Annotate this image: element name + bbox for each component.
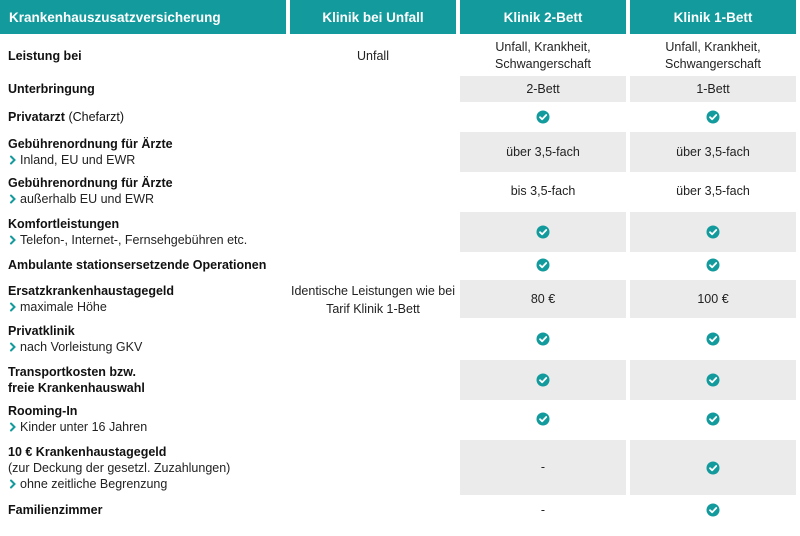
row-subpoint-text: Inland, EU und EWR <box>20 153 136 167</box>
check-circle-icon <box>536 225 550 239</box>
check-circle-icon <box>706 373 720 387</box>
row-subpoint <box>8 476 286 492</box>
header-col-1bett: Klinik 1-Bett <box>630 0 796 34</box>
row-title <box>8 364 286 380</box>
cell-2bett <box>460 440 626 495</box>
row-title-text: Privatklinik <box>8 324 75 338</box>
table-row <box>0 172 800 210</box>
chevron-right-icon <box>8 302 18 312</box>
row-title <box>8 257 286 273</box>
cell-1bett <box>630 360 796 400</box>
table-row <box>0 320 800 358</box>
header-col-2bett: Klinik 2-Bett <box>460 0 626 34</box>
check-circle-icon <box>536 332 550 346</box>
table-row <box>0 104 800 130</box>
row-title-line2: freie Krankenhauswahl <box>8 381 145 395</box>
row-title-text: Ambulante stationsersetzende Operationen <box>8 258 267 272</box>
check-circle-icon <box>536 258 550 272</box>
header-col-insurance: Krankenhauszusatzversicherung <box>0 0 286 34</box>
row-title <box>8 48 286 64</box>
cell-value: Unfall, Krankheit, Schwangerschaft <box>495 40 591 71</box>
check-circle-icon <box>706 110 720 124</box>
cell-1bett <box>630 440 796 495</box>
row-title-text: Leistung bei <box>8 49 82 63</box>
row-subpoint <box>8 191 286 207</box>
chevron-right-icon <box>8 342 18 352</box>
cell-value: - <box>540 502 546 517</box>
row-subpoint <box>8 299 286 315</box>
cell-2bett <box>460 212 626 252</box>
row-subpoint-text: Kinder unter 16 Jahren <box>20 420 148 434</box>
row-label <box>0 76 286 102</box>
cell-1bett <box>630 76 796 102</box>
row-title <box>8 403 286 419</box>
check-circle-icon <box>706 258 720 272</box>
row-title-text: Gebührenordnung für Ärzte <box>8 137 173 151</box>
table-row <box>0 440 800 495</box>
row-subpoint <box>8 419 286 435</box>
row-subpoint-text: ohne zeitliche Begrenzung <box>20 476 168 491</box>
chevron-right-icon <box>8 235 18 245</box>
row-title <box>8 283 286 299</box>
cell-value: über 3,5-fach <box>676 183 750 198</box>
table-row <box>0 400 800 438</box>
row-title <box>8 136 286 152</box>
table-row <box>0 280 800 318</box>
cell-1bett <box>630 38 796 74</box>
cell-value: Unfall, Krankheit, Schwangerschaft <box>665 40 761 71</box>
row-label <box>0 280 286 318</box>
check-circle-icon <box>706 225 720 239</box>
cell-1bett <box>630 212 796 252</box>
row-title <box>8 502 286 518</box>
row-subpoint-text: außerhalb EU und EWR <box>20 192 155 206</box>
table-row <box>0 252 800 278</box>
row-title <box>8 109 286 125</box>
col1-leistung-value: Unfall <box>357 49 389 63</box>
row-subpoint-text: nach Vorleistung GKV <box>20 340 143 354</box>
header-col-unfall: Klinik bei Unfall <box>290 0 456 34</box>
chevron-right-icon <box>8 422 18 432</box>
cell-2bett <box>460 104 626 130</box>
cell-2bett <box>460 132 626 172</box>
row-title <box>8 216 286 232</box>
check-circle-icon <box>706 332 720 346</box>
cell-2bett <box>460 360 626 400</box>
row-title-note: (Chefarzt) <box>68 110 125 124</box>
row-title-text: Familienzimmer <box>8 503 103 517</box>
row-title <box>8 175 286 191</box>
check-circle-icon <box>536 373 550 387</box>
cell-value: bis 3,5-fach <box>510 183 576 198</box>
check-circle-icon <box>536 110 550 124</box>
row-title-text: Unterbringung <box>8 82 95 96</box>
cell-value: über 3,5-fach <box>676 144 750 159</box>
col1-identical-note: Identische Leistungen wie bei Tarif Klinik 1-Bett <box>290 284 455 316</box>
row-label <box>0 132 286 172</box>
row-subpoint-text: Telefon-, Internet-, Fernsehgebühren etc. <box>20 233 248 247</box>
row-label <box>0 440 286 495</box>
table-row <box>0 38 800 74</box>
cell-2bett <box>460 38 626 74</box>
row-title-text: Komfortleistungen <box>8 217 120 231</box>
row-title-text: Gebührenordnung für Ärzte <box>8 176 173 190</box>
row-label <box>0 400 286 438</box>
check-circle-icon <box>706 503 720 517</box>
table-row <box>0 360 800 400</box>
cell-value: - <box>540 460 546 474</box>
row-title <box>8 444 286 460</box>
row-label <box>0 212 286 252</box>
row-title-text: Transportkosten bzw. <box>8 365 137 379</box>
cell-value: 80 € <box>530 291 556 306</box>
cell-2bett <box>460 497 626 523</box>
cell-1bett <box>630 104 796 130</box>
table-row <box>0 497 800 523</box>
cell-value: 1-Bett <box>696 81 730 96</box>
cell-1bett <box>630 172 796 210</box>
cell-1bett <box>630 132 796 172</box>
check-circle-icon <box>706 412 720 426</box>
row-label <box>0 172 286 210</box>
row-subpoint <box>8 232 286 248</box>
row-title-text: Ersatzkrankenhaustagegeld <box>8 284 175 298</box>
row-label <box>0 360 286 400</box>
row-label <box>0 497 286 523</box>
check-circle-icon <box>536 412 550 426</box>
row-label <box>0 38 286 74</box>
check-circle-icon <box>706 461 720 475</box>
cell-1bett <box>630 320 796 358</box>
cell-1bett <box>630 252 796 278</box>
row-title <box>8 323 286 339</box>
row-subpoint <box>8 339 286 355</box>
row-subpoint <box>8 152 286 168</box>
chevron-right-icon <box>8 479 18 489</box>
row-label <box>0 252 286 278</box>
cell-1bett <box>630 400 796 438</box>
row-title-text: Privatarzt <box>8 110 65 124</box>
cell-2bett <box>460 280 626 318</box>
row-subpoint-text: maximale Höhe <box>20 300 107 314</box>
chevron-right-icon <box>8 194 18 204</box>
cell-1bett <box>630 280 796 318</box>
table-row <box>0 132 800 172</box>
row-label <box>0 320 286 358</box>
cell-value: 2-Bett <box>526 81 560 96</box>
cell-value: über 3,5-fach <box>506 144 580 159</box>
cell-2bett <box>460 252 626 278</box>
cell-1bett <box>630 497 796 523</box>
cell-2bett <box>460 320 626 358</box>
cell-2bett <box>460 172 626 210</box>
row-title-text: 10 € Krankenhaustagegeld <box>8 444 167 459</box>
row-title <box>8 81 286 97</box>
cell-2bett <box>460 400 626 438</box>
row-title-text: Rooming-In <box>8 404 78 418</box>
cell-2bett <box>460 76 626 102</box>
chevron-right-icon <box>8 155 18 165</box>
row-note: (zur Deckung der gesetzl. Zuzahlungen) <box>8 460 231 475</box>
table-row <box>0 212 800 252</box>
row-label <box>0 104 286 130</box>
table-row <box>0 76 800 102</box>
cell-value: 100 € <box>697 291 729 306</box>
